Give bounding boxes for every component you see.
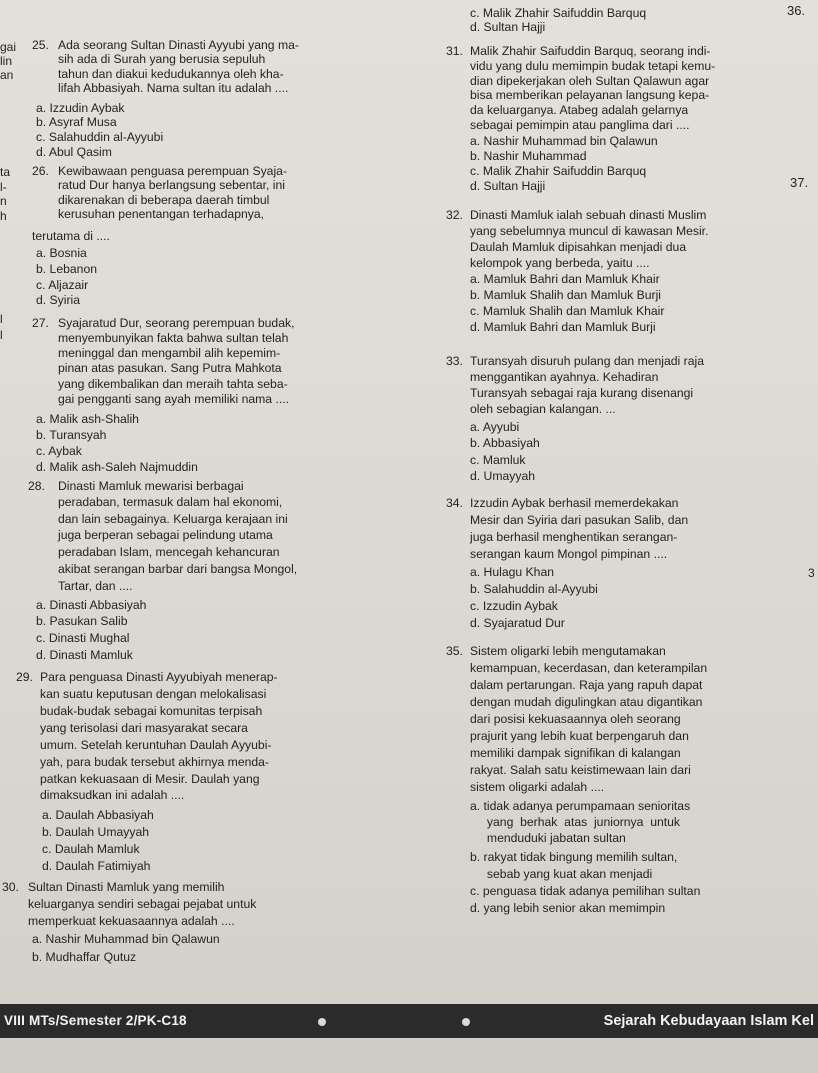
option: c. Aybak <box>36 444 82 458</box>
margin-fragment: lin <box>0 54 13 68</box>
question-text: terutama di .... <box>32 229 110 243</box>
question-text: keluarganya sendiri sebagai pejabat untuk <box>28 897 257 911</box>
question-text: juga berhasil menghentikan serangan- <box>470 530 678 544</box>
option: a. Ayyubi <box>470 420 520 434</box>
question-number: 31. <box>446 44 463 58</box>
question-text: peradaban, termasuk dalam hal ekonomi, <box>58 495 283 509</box>
question-number: 25. <box>32 38 49 52</box>
option: b. Salahuddin al-Ayyubi <box>470 582 598 596</box>
page-bottom-background <box>0 1038 818 1073</box>
question-text: Turansyah disuruh pulang dan menjadi raja <box>470 354 704 368</box>
question-text: yang dikembalikan dan meraih tahta seba- <box>58 377 288 391</box>
option: c. Mamluk Shalih dan Mamluk Khair <box>470 304 665 318</box>
option: c. Aljazair <box>36 278 89 292</box>
option: yang berhak atas juniornya untuk <box>470 815 681 829</box>
question-text: sih ada di Surah yang berusia sepuluh <box>58 52 266 66</box>
question-text: kelompok yang berbeda, yaitu .... <box>470 256 650 270</box>
question-text: dikarenakan di beberapa daerah timbul <box>58 193 270 207</box>
question-text: yang sebelumnya muncul di kawasan Mesir. <box>470 224 709 238</box>
option: b. Lebanon <box>36 262 97 276</box>
footer-dot-icon <box>462 1018 470 1026</box>
question-text: da keluarganya. Atabeg adalah gelarnya <box>470 103 689 117</box>
question-text: kerusuhan penentangan terhadapnya, <box>58 207 265 221</box>
option: b. Pasukan Salib <box>36 614 128 628</box>
question-text: Ada seorang Sultan Dinasti Ayyubi yang ma- <box>58 38 299 52</box>
option: c. Malik Zhahir Saifuddin Barquq <box>470 6 647 20</box>
margin-fragment: 3 <box>808 566 815 580</box>
question-text: dimaksudkan ini adalah .... <box>40 788 185 802</box>
question-number: 26. <box>32 164 49 178</box>
question-number: 30. <box>2 880 19 894</box>
question-text: yah, para budak tersebut akhirnya menda- <box>40 755 269 769</box>
question-text: ratud Dur hanya berlangsung sebentar, ini <box>58 178 285 192</box>
footer-class-label: VIII MTs/Semester 2/PK-C18 <box>4 1013 187 1028</box>
question-text: Para penguasa Dinasti Ayyubiyah menerap- <box>40 670 278 684</box>
option: d. Syajaratud Dur <box>470 616 565 630</box>
option: a. Bosnia <box>36 246 87 260</box>
question-text: tahun dan diakui kedudukannya oleh kha- <box>58 67 284 81</box>
option: sebab yang kuat akan menjadi <box>470 867 653 881</box>
question-text: memperkuat kekuasaannya adalah .... <box>28 914 235 928</box>
question-text: bisa memberikan pelayanan langsung kepa- <box>470 88 710 102</box>
margin-fragment: gai <box>0 40 17 54</box>
question-text: kemampuan, kecerdasan, dan keterampilan <box>470 661 708 675</box>
option: c. Mamluk <box>470 453 526 467</box>
option: menduduki jabatan sultan <box>470 831 626 845</box>
question-text: juga berperan sebagai pelindung utama <box>58 528 273 542</box>
question-text: akibat serangan barbar dari bangsa Mongol, <box>58 562 298 576</box>
question-text: patkan kekuasaan di Mesir. Daulah yang <box>40 772 260 786</box>
question-text: serangan kaum Mongol pimpinan .... <box>470 547 668 561</box>
question-text: Tartar, dan .... <box>58 579 133 593</box>
margin-fragment: ta <box>0 165 11 179</box>
option: c. Daulah Mamluk <box>42 842 140 856</box>
question-text: menggantikan ayahnya. Kehadiran <box>470 370 659 384</box>
question-text: budak-budak sebagai komunitas terpisah <box>40 704 263 718</box>
option: a. Hulagu Khan <box>470 565 555 579</box>
option: d. Syiria <box>36 293 81 307</box>
option: b. rakyat tidak bingung memilih sultan, <box>470 850 678 864</box>
margin-fragment: n <box>0 194 7 208</box>
question-text: oleh sebagian kalangan. ... <box>470 402 616 416</box>
option: d. Daulah Fatimiyah <box>42 859 151 873</box>
option: a. Izzudin Aybak <box>36 101 125 115</box>
option: a. Mamluk Bahri dan Mamluk Khair <box>470 272 660 286</box>
question-text: menyembunyikan fakta bahwa sultan telah <box>58 331 289 345</box>
question-text: Dinasti Mamluk ialah sebuah dinasti Muslim <box>470 208 707 222</box>
question-text: Dinasti Mamluk mewarisi berbagai <box>58 479 244 493</box>
question-text: Mesir dan Syiria dari pasukan Salib, dan <box>470 513 689 527</box>
question-text: vidu yang dulu memimpin budak tetapi kemu- <box>470 59 716 73</box>
margin-fragment: l <box>0 312 3 326</box>
page-fragment-number: 36. <box>787 3 806 18</box>
question-text: dalam pertarungan. Raja yang rapuh dapat <box>470 678 703 692</box>
question-text: memiliki dampak signifikan di kalangan <box>470 746 681 760</box>
question-text: dan lain sebagainya. Keluarga kerajaan ini <box>58 512 288 526</box>
option: d. Sultan Hajji <box>470 179 546 193</box>
margin-fragment: l <box>0 328 3 342</box>
option: b. Mamluk Shalih dan Mamluk Burji <box>470 288 662 302</box>
option: d. Abul Qasim <box>36 145 112 159</box>
question-text: lifah Abbasiyah. Nama sultan itu adalah .... <box>58 81 289 95</box>
question-number: 29. <box>16 670 33 684</box>
question-text: rakyat. Salah satu keistimewaan lain dari <box>470 763 691 777</box>
option: d. Malik ash-Saleh Najmuddin <box>36 460 198 474</box>
question-number: 34. <box>446 496 463 510</box>
margin-fragment: h <box>0 209 7 223</box>
question-text: Malik Zhahir Saifuddin Barquq, seorang indi- <box>470 44 711 58</box>
question-text: Sistem oligarki lebih mengutamakan <box>470 644 666 658</box>
option: a. tidak adanya perumpamaan senioritas <box>470 799 691 813</box>
question-number: 33. <box>446 354 463 368</box>
option: c. Malik Zhahir Saifuddin Barquq <box>470 164 647 178</box>
question-text: meninggal dan mengambil alih kepemim- <box>58 346 281 360</box>
question-text: dengan mudah digulingkan atau digantikan <box>470 695 703 709</box>
option: c. Izzudin Aybak <box>470 599 558 613</box>
question-text: Sultan Dinasti Mamluk yang memilih <box>28 880 225 894</box>
footer-dot-icon <box>318 1018 326 1026</box>
question-text: dari posisi kekuasaannya oleh seorang <box>470 712 681 726</box>
question-number: 32. <box>446 208 463 222</box>
option: b. Abbasiyah <box>470 436 540 450</box>
footer-subject-label: Sejarah Kebudayaan Islam Kel <box>603 1013 814 1029</box>
question-text: sebagai pemimpin atau panglima dari .... <box>470 118 690 132</box>
option: d. Umayyah <box>470 469 536 483</box>
option: a. Nashir Muhammad bin Qalawun <box>470 134 658 148</box>
option: b. Daulah Umayyah <box>42 825 150 839</box>
option: a. Dinasti Abbasiyah <box>36 598 147 612</box>
margin-fragment: l- <box>0 180 7 194</box>
question-text: pinan atas pasukan. Sang Putra Mahkota <box>58 361 282 375</box>
question-text: umum. Setelah keruntuhan Daulah Ayyubi- <box>40 738 272 752</box>
question-text: sistem oligarki adalah .... <box>470 780 605 794</box>
question-text: peradaban Islam, mencegah kehancuran <box>58 545 280 559</box>
question-number: 35. <box>446 644 463 658</box>
option: c. penguasa tidak adanya pemilihan sultan <box>470 884 701 898</box>
option: a. Daulah Abbasiyah <box>42 808 154 822</box>
option: b. Mudhaffar Qutuz <box>32 950 137 964</box>
option: c. Salahuddin al-Ayyubi <box>36 130 164 144</box>
question-text: yang terisolasi dari masyarakat secara <box>40 721 248 735</box>
question-number: 28. <box>28 479 45 493</box>
option: b. Turansyah <box>36 428 107 442</box>
option: a. Malik ash-Shalih <box>36 412 139 426</box>
question-text: kan suatu keputusan dengan melokalisasi <box>40 687 267 701</box>
margin-fragment: an <box>0 68 14 82</box>
question-text: Izzudin Aybak berhasil memerdekakan <box>470 496 679 510</box>
question-text: gai pengganti sang ayah memiliki nama .... <box>58 392 290 406</box>
question-text: Kewibawaan penguasa perempuan Syaja- <box>58 164 288 178</box>
page-fragment-number: 37. <box>790 175 809 190</box>
option: a. Nashir Muhammad bin Qalawun <box>32 932 220 946</box>
option: d. Dinasti Mamluk <box>36 648 133 662</box>
question-text: Syajaratud Dur, seorang perempuan budak, <box>58 316 295 330</box>
question-text: Turansyah sebagai raja kurang disenangi <box>470 386 694 400</box>
option: b. Asyraf Musa <box>36 115 117 129</box>
question-number: 27. <box>32 316 49 330</box>
option: b. Nashir Muhammad <box>470 149 587 163</box>
question-text: Daulah Mamluk dipisahkan menjadi dua <box>470 240 687 254</box>
question-text: dian dipekerjakan oleh Sultan Qalawun agar <box>470 74 710 88</box>
question-text: prajurit yang lebih kuat berpengaruh dan <box>470 729 689 743</box>
option: d. Mamluk Bahri dan Mamluk Burji <box>470 320 656 334</box>
page-footer <box>0 1004 818 1038</box>
option: c. Dinasti Mughal <box>36 631 130 645</box>
option: d. Sultan Hajji <box>470 20 546 34</box>
option: d. yang lebih senior akan memimpin <box>470 901 666 915</box>
